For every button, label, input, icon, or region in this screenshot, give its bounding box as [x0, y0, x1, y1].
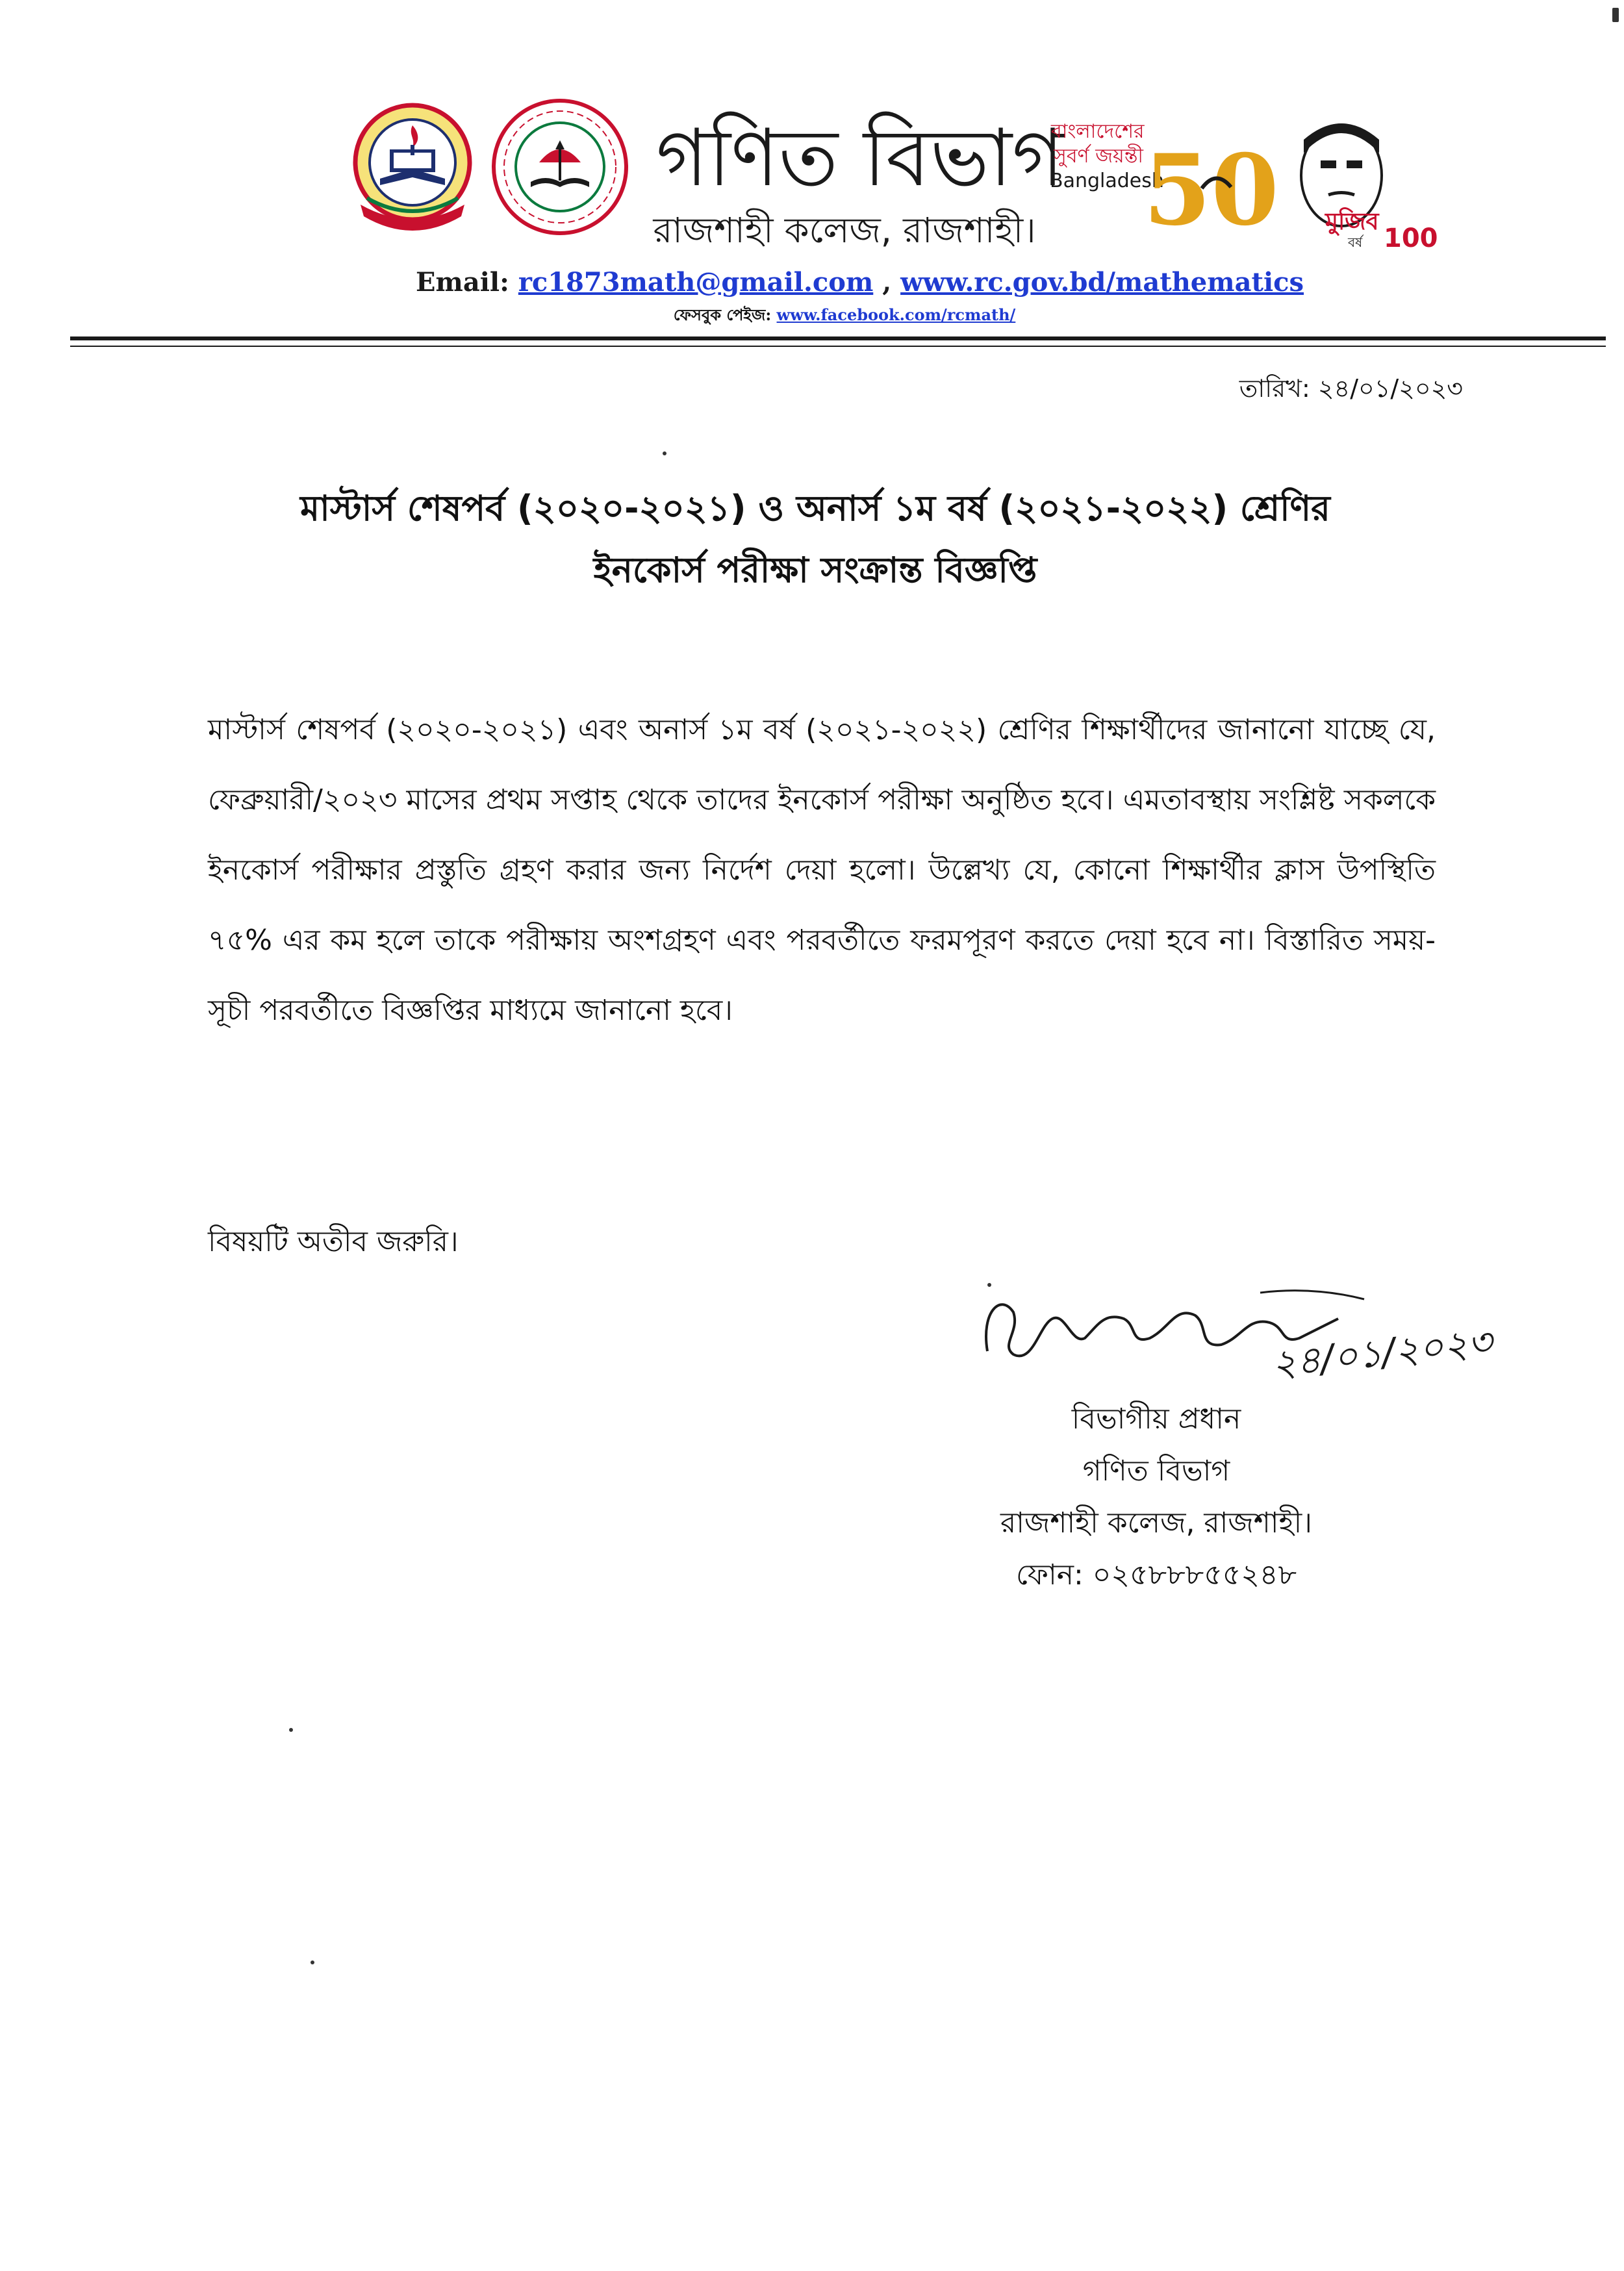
mujib-sub-text: বর্ষ: [1348, 235, 1363, 250]
jubilee-text-line2: সুবর্ণ জয়ন্তী: [1054, 145, 1143, 168]
email-label: Email:: [416, 267, 509, 298]
facebook-label: ফেসবুক পেইজ:: [673, 305, 772, 324]
mujib-text: মুজিব: [1325, 209, 1379, 235]
notice-body: মাস্টার্স শেষপর্ব (২০২০-২০২১) এবং অনার্স ১ম বর্ষ (২০২১-২০২২) শ্রেণির শিক্ষার্থীদের জানানো যাচ্ছে যে, ফেব্রুয়ারী/২০২৩ মাসের প্রথম সপ্তাহ থেকে তাদের ইনকোর্স পরীক্ষা অনুষ্ঠিত হবে। এমতাবস্থায় সংশ্লিষ্ট সকলকে ইনকোর্স পরীক্ষার প্রস্তুতি গ্রহণ করার জন্য নির্দেশ দেয়া হলো। উল্লেখ্য যে, কোনো শিক্ষার্থীর ক্লাস উপস্থিতি ৭৫% এর কম হলে তাকে পরীক্ষায় অংশগ্রহণ এবং পরবর্তীতে ফরমপূরণ করতে দেয়া হবে না। বিস্তারিত সময়-সূচী পরবর্তীতে বিজ্ঞপ্তির মাধ্যমে জানানো হবে।: [208, 713, 1436, 1027]
signature-block: [929, 1393, 1384, 1601]
facebook-link[interactable]: www.facebook.com/rcmath/: [776, 305, 1016, 324]
college-emblem-logo: [351, 101, 474, 240]
signatory-designation: বিভাগীয় প্রধান: [1071, 1402, 1241, 1436]
handwritten-signature: [974, 1273, 1495, 1390]
signatory-phone: ফোন: ০২৫৮৮৮৫৫২৪৮: [1015, 1558, 1297, 1592]
contact-separator: ,: [882, 267, 892, 298]
handwritten-date: ২৪/০১/২০২৩: [1269, 1319, 1495, 1386]
scan-speck: [289, 1728, 293, 1732]
signatory-department: গণিত বিভাগ: [1082, 1454, 1230, 1488]
notice-title-line1: মাস্টার্স শেষপর্ব (২০২০-২০২১) ও অনার্স ১ম বর্ষ (২০২১-২০২২) শ্রেণির: [300, 488, 1330, 529]
scan-speck: [311, 1960, 314, 1964]
jubilee-text-line1: বাংলাদেশের: [1051, 120, 1145, 143]
mujib-number: 100: [1384, 223, 1438, 253]
jubilee-country: Bangladesh: [1050, 170, 1164, 192]
college-name: রাজশাহী কলেজ, রাজশাহী।: [653, 210, 1036, 251]
scan-speck: [1612, 8, 1619, 22]
header-rule-thick: [70, 336, 1606, 340]
urgency-note: বিষয়টি অতীব জরুরি।: [208, 1225, 459, 1258]
notice-date: তারিখ: ২৪/০১/২০২৩: [1239, 374, 1463, 403]
email-link[interactable]: rc1873math@gmail.com: [518, 267, 874, 298]
signatory-college: রাজশাহী কলেজ, রাজশাহী।: [1000, 1506, 1312, 1540]
department-title: গণিত বিভাগ: [656, 112, 1064, 204]
notice-title: [162, 477, 1468, 601]
header-rule-thin: [70, 346, 1606, 347]
mujib-year-logo: [1263, 114, 1442, 253]
scan-speck: [987, 1283, 991, 1287]
scan-speck: [663, 451, 666, 455]
notice-title-line2: ইনকোর্স পরীক্ষা সংক্রান্ত বিজ্ঞপ্তি: [593, 550, 1037, 590]
jubilee-number: 50: [1143, 133, 1279, 247]
contact-line: [416, 263, 1304, 302]
website-link[interactable]: www.rc.gov.bd/mathematics: [900, 267, 1304, 298]
facebook-line: [520, 302, 1169, 328]
